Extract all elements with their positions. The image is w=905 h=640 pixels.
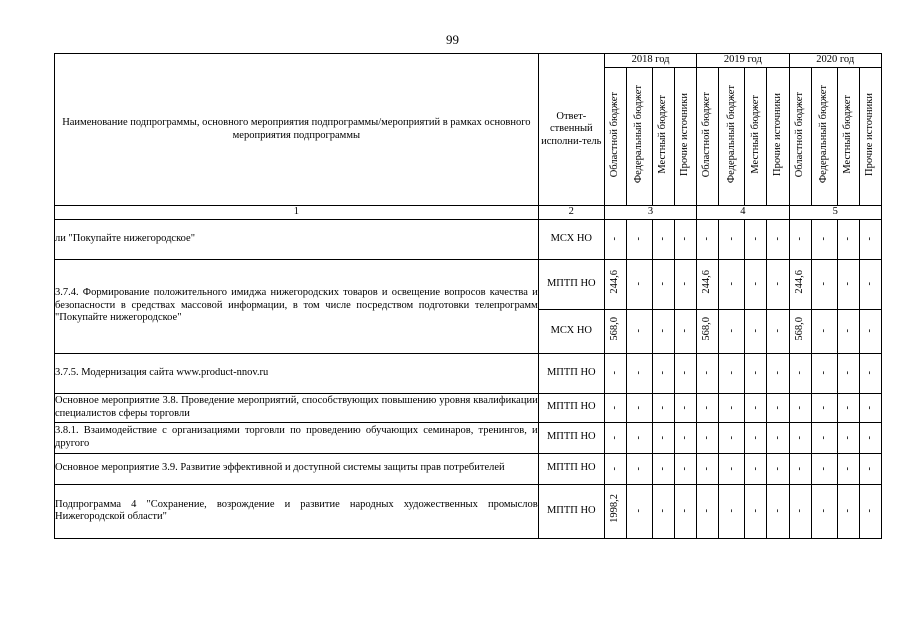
row-value-text: - <box>725 435 737 440</box>
row-value <box>719 453 745 484</box>
row-value <box>697 259 719 309</box>
row-value <box>604 422 626 453</box>
row-executor: МСХ НО <box>538 309 604 353</box>
header-row-years <box>55 54 882 68</box>
column-number: 1 <box>55 206 539 220</box>
column-number: 3 <box>604 206 696 220</box>
row-value <box>653 353 675 393</box>
row-value <box>837 259 859 309</box>
row-value-text: - <box>749 509 761 513</box>
row-name: ли "Покупайте нижегородское" <box>55 219 539 259</box>
row-value-text: - <box>817 371 829 375</box>
row-name: Основное мероприятие 3.8. Проведение мероприятий, способствующих повышению уровня квалификации специалистов сферы торговли <box>55 393 539 422</box>
header-year-2018: 2018 год <box>604 54 696 68</box>
header-source <box>719 68 745 206</box>
row-value <box>789 309 811 353</box>
row-name: Основное мероприятие 3.9. Развитие эффективной и доступной системы защиты прав потребителей <box>55 453 539 484</box>
table-row <box>55 453 882 484</box>
row-value <box>653 309 675 353</box>
row-value-text: - <box>749 405 761 410</box>
row-value <box>837 309 859 353</box>
row-value-text: - <box>864 509 876 513</box>
row-value <box>767 353 789 393</box>
row-value-text: - <box>609 237 621 241</box>
row-value <box>626 422 652 453</box>
table-row <box>55 484 882 538</box>
row-value <box>604 453 626 484</box>
row-value-text: - <box>725 509 737 513</box>
row-value-text: - <box>657 509 669 513</box>
header-name-column: Наименование подпрограммы, основного мероприятия подпрограммы/мероприятий в рамках основного мероприятия подпрограммы <box>55 54 539 206</box>
row-value-text: - <box>864 237 876 241</box>
row-value-text: - <box>841 282 853 286</box>
column-number: 4 <box>697 206 789 220</box>
header-year-2019: 2019 год <box>697 54 789 68</box>
row-value-text: - <box>725 237 737 241</box>
row-value <box>859 259 881 309</box>
row-value-text: - <box>771 329 783 333</box>
row-value <box>719 219 745 259</box>
row-value-text: - <box>701 435 713 440</box>
row-value <box>859 393 881 422</box>
row-value-text: - <box>725 466 737 471</box>
header-source-label: Прочие источники <box>679 92 691 176</box>
row-value <box>767 422 789 453</box>
header-source-label: Областной бюджет <box>793 91 805 177</box>
row-value <box>719 393 745 422</box>
row-value <box>837 393 859 422</box>
row-value-text: - <box>864 405 876 410</box>
row-value-text: - <box>841 237 853 241</box>
row-value-text: - <box>841 329 853 333</box>
row-value-text: - <box>817 282 829 286</box>
table-row <box>55 393 882 422</box>
row-value <box>859 353 881 393</box>
row-value-text: - <box>771 435 783 440</box>
row-executor: МПТП НО <box>538 422 604 453</box>
row-value <box>675 219 697 259</box>
row-value-text: - <box>749 371 761 375</box>
row-value <box>697 353 719 393</box>
row-value <box>767 393 789 422</box>
row-value-text: - <box>749 237 761 241</box>
header-source <box>767 68 789 206</box>
row-value <box>789 259 811 309</box>
row-value-text: 244,6 <box>793 269 805 294</box>
row-value <box>675 353 697 393</box>
row-value <box>626 309 652 353</box>
row-value-text: - <box>864 329 876 333</box>
row-executor: МСХ НО <box>538 219 604 259</box>
row-value-text: - <box>771 466 783 471</box>
row-value-text: - <box>633 329 645 333</box>
row-value-text: - <box>609 371 621 375</box>
row-value <box>719 484 745 538</box>
header-source <box>859 68 881 206</box>
header-source-label: Областной бюджет <box>701 91 713 177</box>
row-value <box>811 484 837 538</box>
header-source-label: Прочие источники <box>864 92 876 176</box>
row-value-text: - <box>817 237 829 241</box>
row-value-text: - <box>633 466 645 471</box>
row-value-text: - <box>725 282 737 286</box>
row-value-text: - <box>633 282 645 286</box>
row-value <box>767 309 789 353</box>
row-value <box>859 309 881 353</box>
row-value-text: - <box>793 237 805 241</box>
header-source-label: Областной бюджет <box>609 91 621 177</box>
row-value-text: - <box>679 329 691 333</box>
row-value-text: - <box>657 435 669 440</box>
row-value-text: - <box>771 371 783 375</box>
header-source <box>653 68 675 206</box>
row-value-text: - <box>657 237 669 241</box>
row-value-text: - <box>679 237 691 241</box>
row-value <box>675 393 697 422</box>
header-year-2020: 2020 год <box>789 54 882 68</box>
header-source <box>697 68 719 206</box>
row-value <box>675 422 697 453</box>
row-value-text: - <box>793 435 805 440</box>
row-value-text: - <box>841 466 853 471</box>
row-value <box>697 309 719 353</box>
row-value <box>859 422 881 453</box>
row-value-text: - <box>679 282 691 286</box>
row-value <box>653 453 675 484</box>
table-row <box>55 259 882 309</box>
row-value-text: - <box>633 435 645 440</box>
row-value-text: - <box>633 237 645 241</box>
row-value-text: - <box>749 435 761 440</box>
header-source <box>811 68 837 206</box>
row-value-text: - <box>771 282 783 286</box>
row-name: 3.7.5. Модернизация сайта www.product-nnov.ru <box>55 353 539 393</box>
row-value-text: - <box>657 405 669 410</box>
row-value-text: 1998,2 <box>609 494 621 524</box>
row-value-text: - <box>701 405 713 410</box>
row-value-text: - <box>793 405 805 410</box>
row-value <box>626 353 652 393</box>
header-source-label: Федеральный бюджет <box>817 85 829 184</box>
row-value-text: 568,0 <box>793 316 805 341</box>
row-value <box>789 484 811 538</box>
row-value-text: - <box>841 371 853 375</box>
row-value <box>789 453 811 484</box>
row-value <box>811 259 837 309</box>
row-value-text: - <box>771 405 783 410</box>
row-value <box>745 484 767 538</box>
row-value-text: 244,6 <box>701 269 713 294</box>
row-value <box>675 309 697 353</box>
row-value <box>859 453 881 484</box>
row-value <box>697 422 719 453</box>
row-value <box>811 309 837 353</box>
row-value <box>767 219 789 259</box>
row-value-text: - <box>701 371 713 375</box>
row-value-text: - <box>817 435 829 440</box>
row-value <box>626 393 652 422</box>
header-source <box>789 68 811 206</box>
row-value-text: - <box>657 282 669 286</box>
row-value <box>604 309 626 353</box>
row-value-text: - <box>725 371 737 375</box>
row-executor: МПТП НО <box>538 484 604 538</box>
header-source-label: Прочие источники <box>771 92 783 176</box>
row-value <box>719 422 745 453</box>
row-value <box>604 353 626 393</box>
row-value <box>767 259 789 309</box>
row-executor: МПТП НО <box>538 393 604 422</box>
row-value-text: - <box>749 282 761 286</box>
row-value-text: - <box>701 237 713 241</box>
row-value <box>837 484 859 538</box>
row-name: Подпрограмма 4 "Сохранение, возрождение и развитие народных художественных промыслов Нижегородской области" <box>55 484 539 538</box>
page-number: 99 <box>446 32 459 47</box>
row-value <box>604 219 626 259</box>
header-source <box>837 68 859 206</box>
row-value-text: 244,6 <box>609 269 621 294</box>
header-source-label: Местный бюджет <box>749 94 761 174</box>
row-value-text: - <box>864 282 876 286</box>
row-value <box>675 484 697 538</box>
row-value-text: - <box>864 435 876 440</box>
row-value <box>837 353 859 393</box>
row-value-text: - <box>771 237 783 241</box>
row-value <box>697 484 719 538</box>
row-value-text: - <box>793 466 805 471</box>
row-value <box>811 353 837 393</box>
table-row <box>55 219 882 259</box>
row-value-text: - <box>633 405 645 410</box>
row-value <box>604 393 626 422</box>
row-value-text: - <box>841 509 853 513</box>
row-value-text: - <box>841 405 853 410</box>
row-value-text: - <box>679 435 691 440</box>
table-body <box>55 54 882 539</box>
header-source-label: Федеральный бюджет <box>725 85 737 184</box>
row-value <box>859 219 881 259</box>
row-value-text: - <box>657 466 669 471</box>
row-value-text: - <box>771 509 783 513</box>
row-value <box>837 422 859 453</box>
header-source-label: Местный бюджет <box>841 94 853 174</box>
row-value-text: - <box>701 509 713 513</box>
row-value <box>719 259 745 309</box>
row-executor: МПТП НО <box>538 453 604 484</box>
row-value <box>653 422 675 453</box>
row-executor: МПТП НО <box>538 259 604 309</box>
row-value <box>626 259 652 309</box>
header-source-label: Местный бюджет <box>657 94 669 174</box>
row-value <box>745 393 767 422</box>
row-value-text: - <box>749 466 761 471</box>
row-value <box>859 484 881 538</box>
row-value <box>745 259 767 309</box>
row-value <box>675 259 697 309</box>
header-source <box>745 68 767 206</box>
row-value <box>626 484 652 538</box>
row-value-text: - <box>841 435 853 440</box>
row-value-text: - <box>817 329 829 333</box>
row-value-text: - <box>725 405 737 410</box>
row-value <box>626 219 652 259</box>
row-value <box>697 393 719 422</box>
row-value-text: - <box>864 371 876 375</box>
row-value-text: - <box>679 371 691 375</box>
row-value-text: - <box>749 329 761 333</box>
row-value-text: 568,0 <box>701 316 713 341</box>
row-value-text: - <box>657 371 669 375</box>
row-value <box>745 422 767 453</box>
row-value <box>719 353 745 393</box>
row-executor: МПТП НО <box>538 353 604 393</box>
row-value <box>767 484 789 538</box>
row-value <box>811 422 837 453</box>
row-value <box>789 393 811 422</box>
row-value <box>745 309 767 353</box>
row-value-text: - <box>793 509 805 513</box>
header-source-label: Федеральный бюджет <box>633 85 645 184</box>
row-value <box>719 309 745 353</box>
row-value-text: - <box>679 509 691 513</box>
table-row <box>55 353 882 393</box>
row-value <box>811 453 837 484</box>
row-value-text: - <box>633 371 645 375</box>
column-number: 2 <box>538 206 604 220</box>
row-name: 3.8.1. Взаимодействие с организациями торговли по проведению обучающих семинаров, тренингов, и другого <box>55 422 539 453</box>
header-executor-column: Ответ-ственный исполни-тель <box>538 54 604 206</box>
row-value-text: - <box>679 405 691 410</box>
row-value-text: - <box>633 509 645 513</box>
row-value <box>604 484 626 538</box>
row-value-text: - <box>609 405 621 410</box>
row-value <box>745 219 767 259</box>
row-name: 3.7.4. Формирование положительного имиджа нижегородских товаров и освещение вопросов качества и безопасности в средствах массовой информации, в том числе посредством подготовки телепрограмм "Покупайте нижегородское" <box>55 259 539 353</box>
table-row <box>55 422 882 453</box>
row-value <box>653 219 675 259</box>
row-value <box>697 453 719 484</box>
row-value <box>745 353 767 393</box>
row-value <box>653 393 675 422</box>
column-number: 5 <box>789 206 882 220</box>
budget-table <box>54 53 882 539</box>
row-value-text: - <box>817 405 829 410</box>
row-value <box>604 259 626 309</box>
row-value <box>675 453 697 484</box>
header-source <box>675 68 697 206</box>
row-value <box>745 453 767 484</box>
row-value-text: - <box>701 466 713 471</box>
row-value-text: - <box>609 466 621 471</box>
row-value-text: - <box>817 466 829 471</box>
header-source <box>604 68 626 206</box>
row-value <box>697 219 719 259</box>
row-value-text: - <box>864 466 876 471</box>
row-value <box>789 353 811 393</box>
row-value <box>811 393 837 422</box>
row-value-text: - <box>725 329 737 333</box>
row-value <box>653 484 675 538</box>
row-value-text: - <box>609 435 621 440</box>
column-number-row <box>55 206 882 220</box>
row-value <box>767 453 789 484</box>
row-value-text: - <box>793 371 805 375</box>
header-source <box>626 68 652 206</box>
row-value <box>626 453 652 484</box>
row-value <box>789 219 811 259</box>
row-value-text: - <box>679 466 691 471</box>
row-value-text: 568,0 <box>609 316 621 341</box>
row-value-text: - <box>657 329 669 333</box>
row-value <box>837 453 859 484</box>
row-value <box>653 259 675 309</box>
row-value-text: - <box>817 509 829 513</box>
row-value <box>837 219 859 259</box>
row-value <box>811 219 837 259</box>
row-value <box>789 422 811 453</box>
